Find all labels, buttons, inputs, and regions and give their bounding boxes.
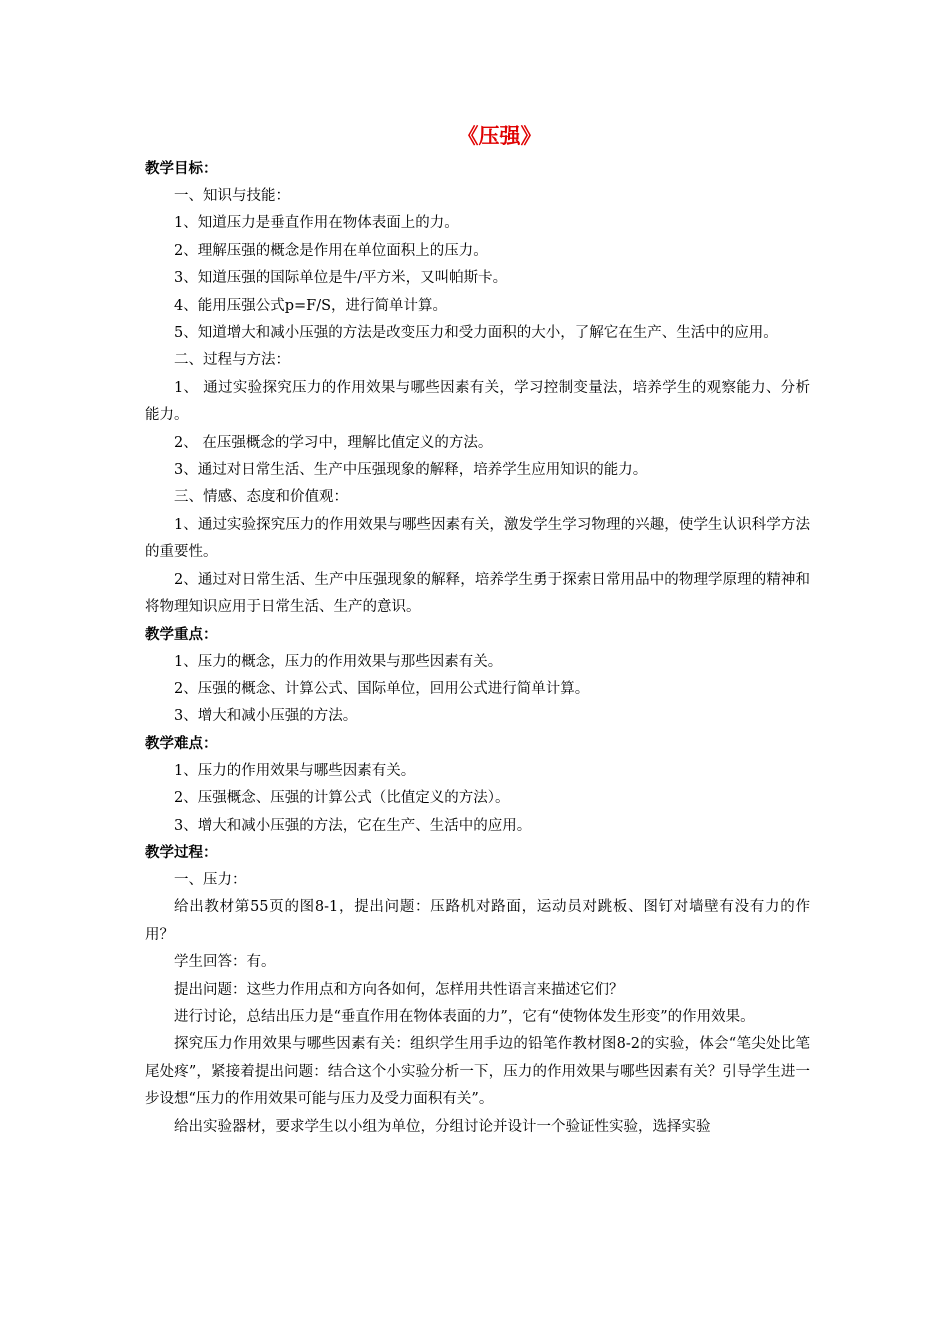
- section-heading: 教学目标：: [145, 161, 218, 177]
- section-paragraph: 1、压力的概念，压力的作用效果与那些因素有关。: [174, 653, 503, 670]
- section-paragraph: 1、通过实验探究压力的作用效果与哪些因素有关，激发学生学习物理的兴趣，使学生认识科学方法的重要性。: [145, 516, 810, 561]
- section-paragraph: 3、知道压强的国际单位是牛/平方米，又叫帕斯卡。: [174, 270, 508, 287]
- section-paragraph: 学生回答：有。: [174, 954, 276, 971]
- section-paragraph: 2、压强的概念、计算公式、国际单位，回用公式进行简单计算。: [174, 680, 590, 697]
- section-paragraph: 2、通过对日常生活、生产中压强现象的解释，培养学生勇于探索日常用品中的物理学原理的精神和将物理知识应用于日常生活、生产的意识。: [145, 571, 810, 616]
- document-body: [145, 156, 810, 1141]
- section-heading: 教学过程：: [145, 844, 218, 861]
- section-paragraph: 进行讨论，总结出压力是“垂直作用在物体表面的力”，它有“使物体发生形变”的作用效果。: [174, 1008, 755, 1025]
- section-paragraph: 5、知道增大和减小压强的方法是改变压力和受力面积的大小，了解它在生产、生活中的应用。: [174, 325, 778, 342]
- section-paragraph: 1、 通过实验探究压力的作用效果与哪些因素有关，学习控制变量法，培养学生的观察能力、分析能力。: [145, 379, 810, 424]
- section-paragraph: 一、知识与技能：: [174, 188, 290, 204]
- section-paragraph: 二、过程与方法：: [174, 352, 290, 369]
- section-paragraph: 给出教材第55页的图8-1，提出问题：压路机对路面，运动员对跳板、图钉对墙壁有没有力的作用？: [145, 899, 810, 943]
- section-paragraph: 1、压力的作用效果与哪些因素有关。: [174, 762, 416, 779]
- section-paragraph: 3、增大和减小压强的方法，它在生产、生活中的应用。: [174, 817, 532, 834]
- document-page: [145, 120, 810, 1141]
- section-heading: 教学重点：: [145, 626, 218, 643]
- section-paragraph: 给出实验器材，要求学生以小组为单位，分组讨论并设计一个验证性实验，选择实验: [174, 1118, 711, 1135]
- section-paragraph: 2、 在压强概念的学习中，理解比值定义的方法。: [174, 434, 493, 451]
- section-paragraph: 3、通过对日常生活、生产中压强现象的解释，培养学生应用知识的能力。: [174, 462, 648, 479]
- section-paragraph: 一、压力：: [174, 871, 247, 888]
- section-paragraph: 2、理解压强的概念是作用在单位面积上的压力。: [174, 242, 488, 259]
- document-title: 《压强》: [457, 123, 542, 148]
- section-heading: 教学难点：: [145, 735, 218, 752]
- section-paragraph: 2、压强概念、压强的计算公式（比值定义的方法）。: [174, 790, 510, 807]
- section-paragraph: 三、情感、态度和价值观：: [174, 489, 348, 506]
- section-paragraph: 探究压力作用效果与哪些因素有关：组织学生用手边的铅笔作教材图8-2的实验，体会“笔尖处比笔尾处疼”，紧接着提出问题：结合这个小实验分析一下，压力的作用效果与哪些因素有关？引导学生进一步设想“压力的作用效果可能与压力及受力面积有关”。: [145, 1036, 810, 1108]
- section-paragraph: 1、知道压力是垂直作用在物体表面上的力。: [174, 215, 459, 232]
- section-paragraph: 4、能用压强公式p=F/S，进行简单计算。: [174, 297, 448, 314]
- section-paragraph: 3、增大和减小压强的方法。: [174, 708, 358, 725]
- section-paragraph: 提出问题：这些力作用点和方向各如何，怎样用共性语言来描述它们？: [174, 981, 624, 998]
